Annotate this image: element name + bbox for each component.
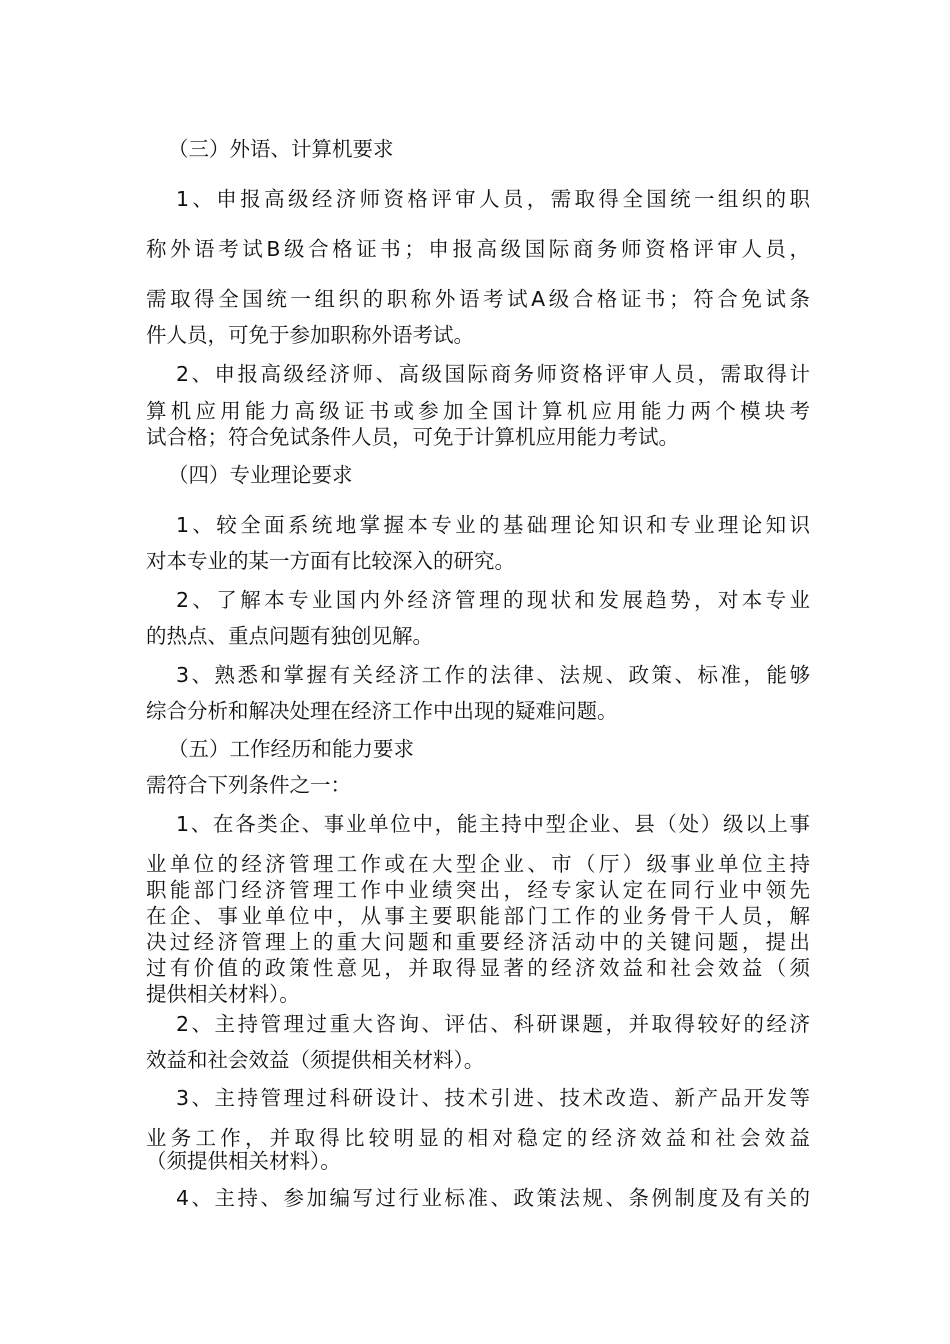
section-heading-3: （三）外语、计算机要求 [168, 137, 394, 161]
paragraph-line: 过有价值的政策性意见，并取得显著的经济效益和社会效益（须 [146, 956, 810, 980]
paragraph-line: 需取得全国统一组织的职称外语考试A级合格证书；符合免试条 [146, 287, 810, 311]
paragraph-line: 1、在各类企、事业单位中，能主持中型企业、县（处）级以上事 [176, 812, 810, 836]
paragraph-line: 业务工作，并取得比较明显的相对稳定的经济效益和社会效益 [146, 1126, 810, 1150]
paragraph-line: 3、熟悉和掌握有关经济工作的法律、法规、政策、标准，能够 [176, 663, 810, 687]
paragraph-line: 1、较全面系统地掌握本专业的基础理论知识和专业理论知识 [176, 513, 810, 537]
paragraph-line: 效益和社会效益（须提供相关材料）。 [146, 1048, 485, 1072]
paragraph-line: 综合分析和解决处理在经济工作中出现的疑难问题。 [146, 699, 618, 723]
paragraph-line: 称外语考试B级合格证书；申报高级国际商务师资格评审人员， [146, 237, 810, 261]
section-heading-5: （五）工作经历和能力要求 [168, 737, 414, 761]
paragraph-line: 对本专业的某一方面有比较深入的研究。 [146, 549, 515, 573]
paragraph-line: 算机应用能力高级证书或参加全国计算机应用能力两个模块考 [146, 399, 810, 423]
paragraph-line: 2、了解本专业国内外经济管理的现状和发展趋势，对本专业 [176, 588, 810, 612]
paragraph-line: 需符合下列条件之一： [146, 773, 351, 797]
section-heading-4: （四）专业理论要求 [168, 463, 353, 487]
paragraph-line: 业单位的经济管理工作或在大型企业、市（厅）级事业单位主持 [146, 852, 810, 876]
paragraph-line: 提供相关材料）。 [146, 982, 300, 1006]
paragraph-line: 试合格；符合免试条件人员，可免于计算机应用能力考试。 [146, 425, 679, 449]
paragraph-line: 决过经济管理上的重大问题和重要经济活动中的关键问题，提出 [146, 930, 810, 954]
paragraph-line: 件人员，可免于参加职称外语考试。 [146, 323, 474, 347]
paragraph-line: 的热点、重点问题有独创见解。 [146, 624, 433, 648]
paragraph-line: 1、申报高级经济师资格评审人员，需取得全国统一组织的职 [176, 187, 810, 211]
paragraph-line: （须提供相关材料）。 [146, 1149, 341, 1173]
paragraph-line: 3、主持管理过科研设计、技术引进、技术改造、新产品开发等 [176, 1086, 810, 1110]
paragraph-line: 4、主持、参加编写过行业标准、政策法规、条例制度及有关的 [176, 1186, 810, 1210]
paragraph-line: 2、申报高级经济师、高级国际商务师资格评审人员，需取得计 [176, 362, 810, 386]
paragraph-line: 职能部门经济管理工作中业绩突出，经专家认定在同行业中领先 [146, 878, 810, 902]
paragraph-line: 在企、事业单位中，从事主要职能部门工作的业务骨干人员，解 [146, 904, 810, 928]
paragraph-line: 2、主持管理过重大咨询、评估、科研课题，并取得较好的经济 [176, 1012, 810, 1036]
